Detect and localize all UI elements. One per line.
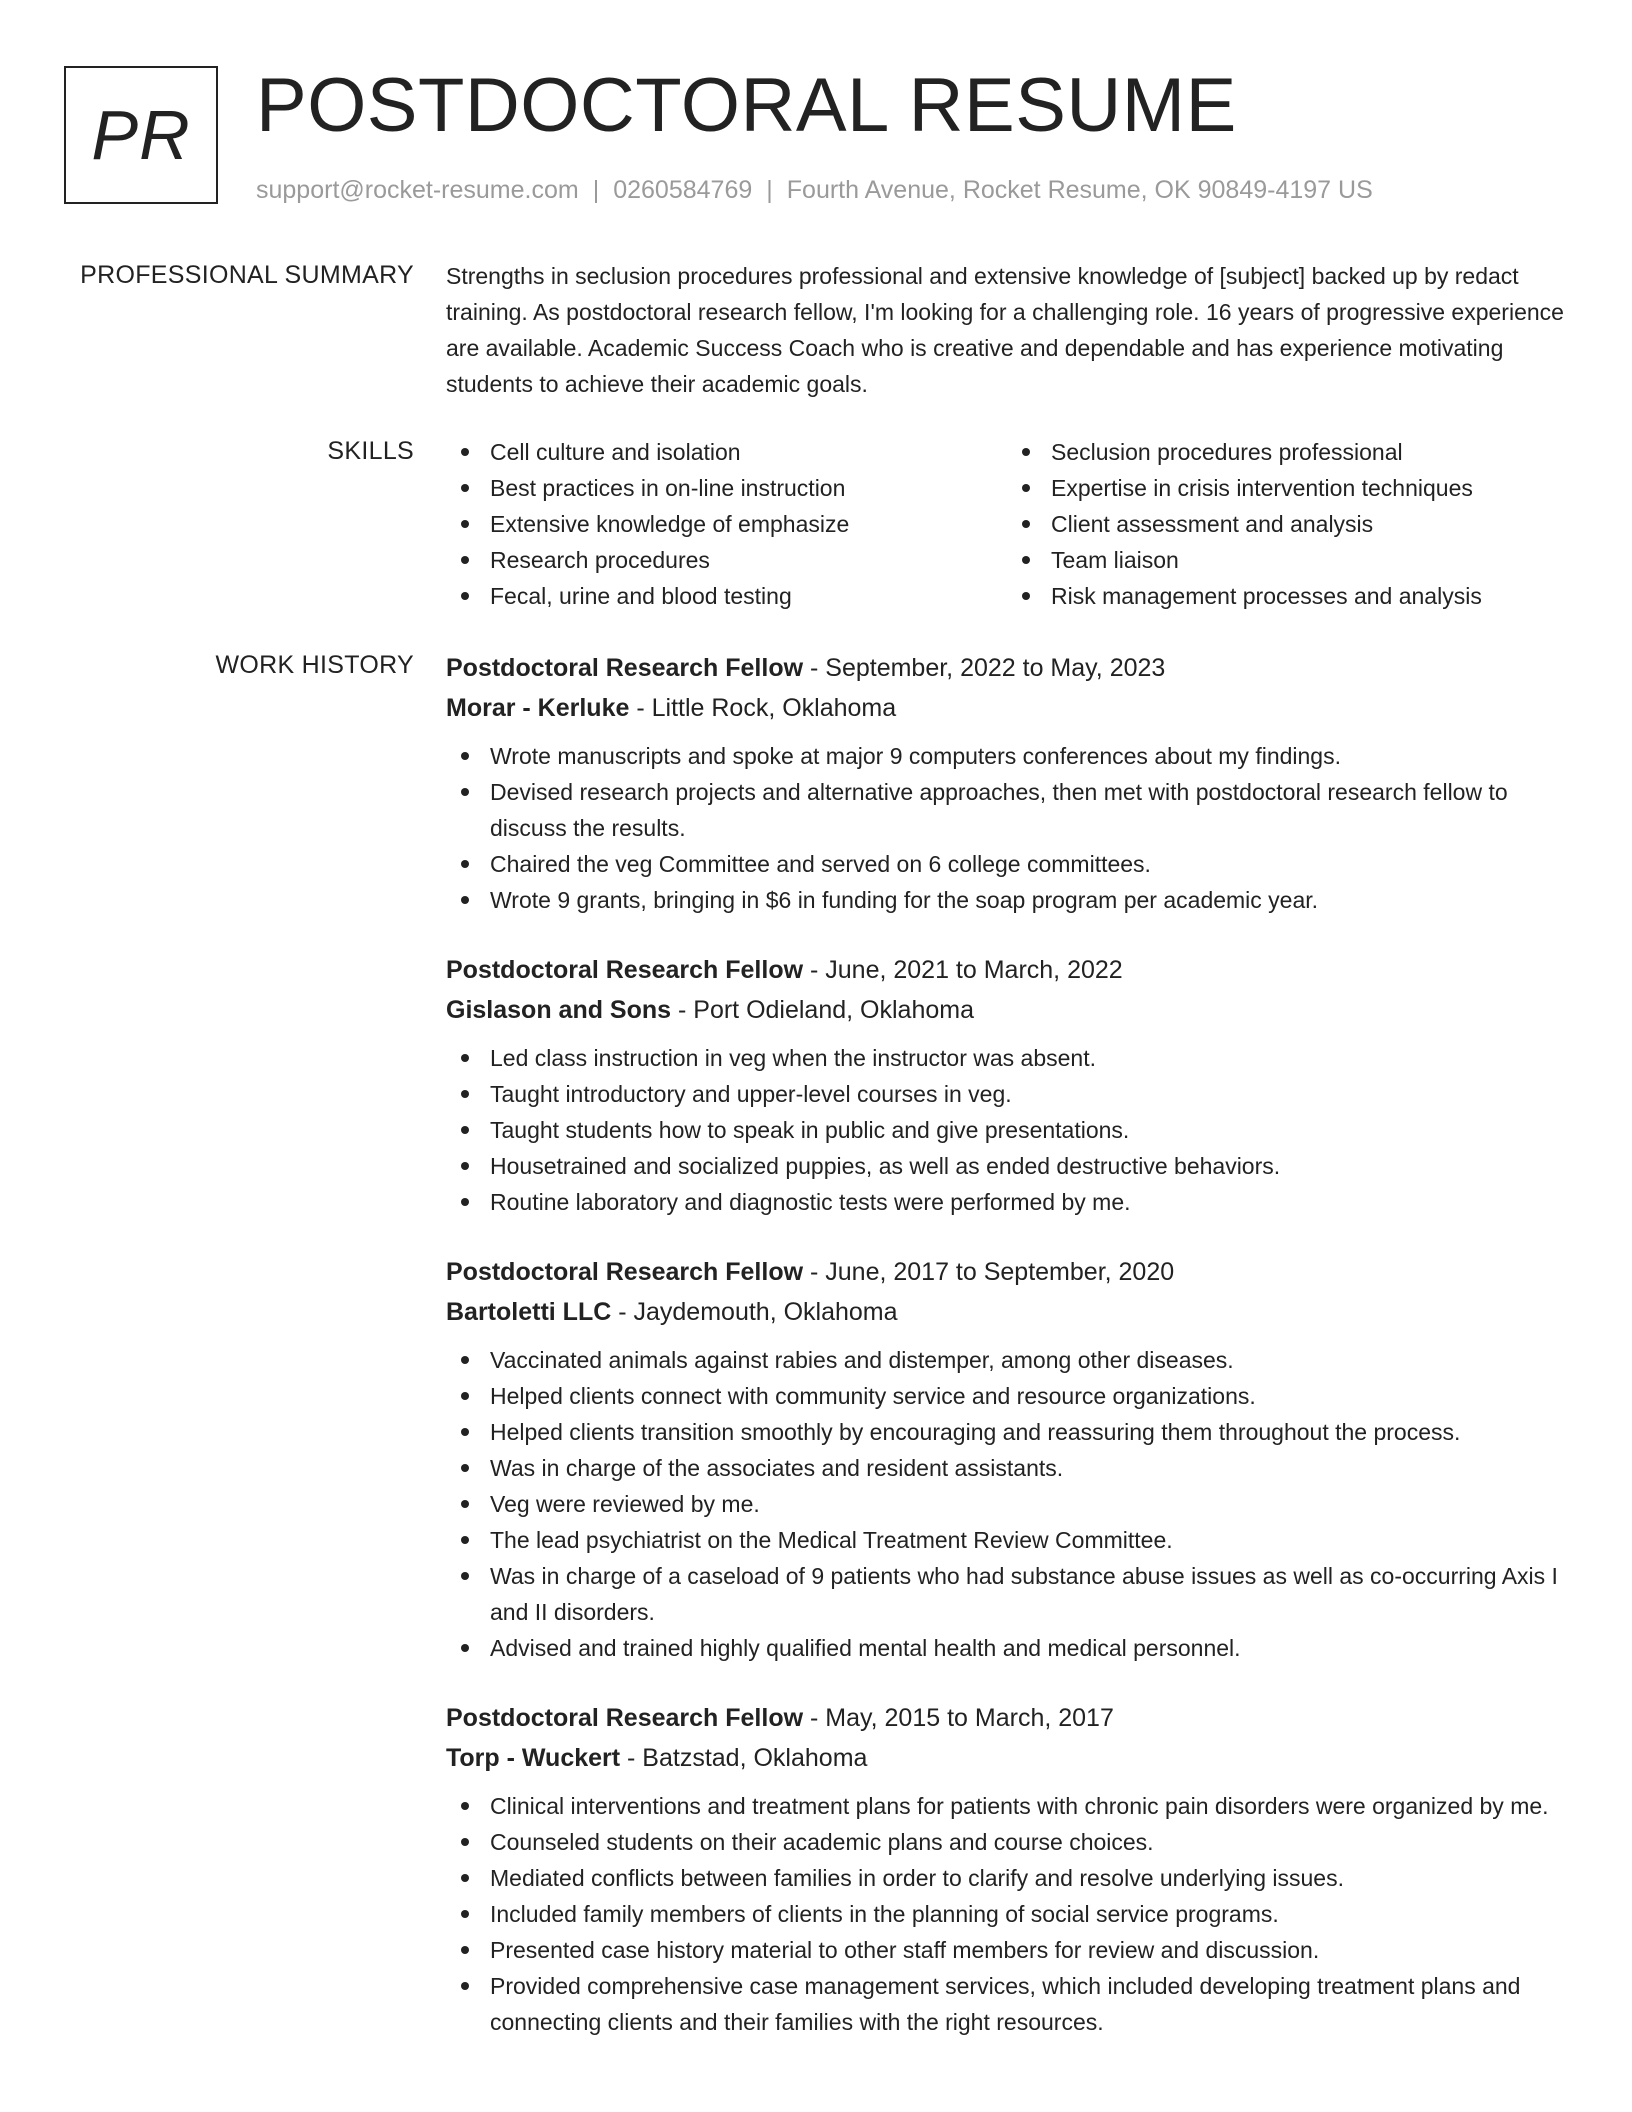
job-location: - Little Rock, Oklahoma bbox=[629, 694, 897, 722]
summary-body bbox=[446, 258, 1568, 402]
job-location: - Port Odieland, Oklahoma bbox=[671, 996, 974, 1024]
resume-title: POSTDOCTORAL RESUME bbox=[256, 63, 1237, 148]
contact-address: Fourth Avenue, Rocket Resume, OK 90849-4197 US bbox=[786, 176, 1373, 204]
skill-item: Risk management processes and analysis bbox=[1051, 578, 1568, 614]
skill-item: Best practices in on-line instruction bbox=[490, 470, 1007, 506]
job-bullet: Led class instruction in veg when the instructor was absent. bbox=[490, 1040, 1568, 1076]
job-bullet: Helped clients connect with community service and resource organizations. bbox=[490, 1378, 1568, 1414]
job-title-line bbox=[446, 1698, 1568, 1738]
job-bullet: Taught introductory and upper-level courses in veg. bbox=[490, 1076, 1568, 1112]
skill-item: Team liaison bbox=[1051, 542, 1568, 578]
job-company-line bbox=[446, 990, 1568, 1030]
skills-list-right bbox=[1007, 434, 1568, 614]
contact-separator: | bbox=[592, 176, 600, 204]
contact-email: support@rocket-resume.com bbox=[256, 176, 579, 204]
job-bullet: Chaired the veg Committee and served on 6 college committees. bbox=[490, 846, 1568, 882]
skills-heading: SKILLS bbox=[327, 437, 414, 465]
job-title-line bbox=[446, 1252, 1568, 1292]
job-title: Postdoctoral Research Fellow bbox=[446, 654, 804, 682]
job-company-line bbox=[446, 1738, 1568, 1778]
contact-line bbox=[256, 174, 1373, 206]
job-bullets bbox=[446, 1342, 1568, 1666]
resume-header bbox=[64, 63, 1568, 216]
job-dates: - June, 2021 to March, 2022 bbox=[803, 956, 1123, 984]
job-bullet: Wrote 9 grants, bringing in $6 in funding for the soap program per academic year. bbox=[490, 882, 1568, 918]
job-company: Bartoletti LLC bbox=[446, 1298, 612, 1326]
job-bullet: Helped clients transition smoothly by encouraging and reassuring them throughout the process. bbox=[490, 1414, 1568, 1450]
skill-item: Fecal, urine and blood testing bbox=[490, 578, 1007, 614]
job-bullet: Wrote manuscripts and spoke at major 9 computers conferences about my findings. bbox=[490, 738, 1568, 774]
job-bullet: Devised research projects and alternative approaches, then met with postdoctoral research fellow to discuss the results. bbox=[490, 774, 1568, 846]
skills-body bbox=[446, 434, 1568, 614]
work-history-heading: WORK HISTORY bbox=[215, 651, 414, 679]
skill-item: Seclusion procedures professional bbox=[1051, 434, 1568, 470]
job-entry bbox=[446, 1698, 1568, 2040]
job-company: Morar - Kerluke bbox=[446, 694, 630, 722]
job-bullet: Provided comprehensive case management services, which included developing treatment plans and connecting clients and their families with the right resources. bbox=[490, 1968, 1568, 2040]
job-bullet: Was in charge of a caseload of 9 patients who had substance abuse issues as well as co-occurring Axis I and II disorders. bbox=[490, 1558, 1568, 1630]
job-company: Gislason and Sons bbox=[446, 996, 672, 1024]
skill-item: Client assessment and analysis bbox=[1051, 506, 1568, 542]
job-company-line bbox=[446, 1292, 1568, 1332]
job-entry bbox=[446, 648, 1568, 918]
job-bullet: Clinical interventions and treatment plans for patients with chronic pain disorders were organized by me. bbox=[490, 1788, 1568, 1824]
job-location: - Batzstad, Oklahoma bbox=[620, 1744, 868, 1772]
job-title: Postdoctoral Research Fellow bbox=[446, 1704, 804, 1732]
job-bullet: Veg were reviewed by me. bbox=[490, 1486, 1568, 1522]
skill-item: Expertise in crisis intervention techniques bbox=[1051, 470, 1568, 506]
job-entry bbox=[446, 950, 1568, 1220]
job-company-line bbox=[446, 688, 1568, 728]
summary-text: Strengths in seclusion procedures professional and extensive knowledge of [subject] backed up by redact training. As postdoctoral research fellow, I'm looking for a challenging role. 16 years of progressive experience are available. Academic Success Coach who is creative and dependable and has experience motivating students to achieve their academic goals. bbox=[446, 263, 1564, 397]
job-bullet: The lead psychiatrist on the Medical Treatment Review Committee. bbox=[490, 1522, 1568, 1558]
monogram-logo: PR bbox=[64, 66, 218, 204]
work-history-body bbox=[446, 648, 1568, 2072]
skills-list-left bbox=[446, 434, 1007, 614]
job-dates: - June, 2017 to September, 2020 bbox=[803, 1258, 1175, 1286]
job-bullet: Included family members of clients in the planning of social service programs. bbox=[490, 1896, 1568, 1932]
job-dates: - September, 2022 to May, 2023 bbox=[803, 654, 1166, 682]
skill-item: Cell culture and isolation bbox=[490, 434, 1007, 470]
job-bullet: Housetrained and socialized puppies, as well as ended destructive behaviors. bbox=[490, 1148, 1568, 1184]
job-entry bbox=[446, 1252, 1568, 1666]
skills-columns bbox=[446, 434, 1568, 614]
job-bullet: Presented case history material to other staff members for review and discussion. bbox=[490, 1932, 1568, 1968]
skill-item: Extensive knowledge of emphasize bbox=[490, 506, 1007, 542]
contact-phone: 0260584769 bbox=[613, 176, 753, 204]
job-bullets bbox=[446, 738, 1568, 918]
job-bullets bbox=[446, 1040, 1568, 1220]
job-title: Postdoctoral Research Fellow bbox=[446, 956, 804, 984]
job-title-line bbox=[446, 950, 1568, 990]
job-company: Torp - Wuckert bbox=[446, 1744, 621, 1772]
job-bullet: Routine laboratory and diagnostic tests were performed by me. bbox=[490, 1184, 1568, 1220]
job-title: Postdoctoral Research Fellow bbox=[446, 1258, 804, 1286]
job-bullet: Advised and trained highly qualified mental health and medical personnel. bbox=[490, 1630, 1568, 1666]
job-bullet: Was in charge of the associates and resident assistants. bbox=[490, 1450, 1568, 1486]
job-bullet: Taught students how to speak in public and give presentations. bbox=[490, 1112, 1568, 1148]
contact-separator: | bbox=[766, 176, 773, 204]
job-bullet: Vaccinated animals against rabies and distemper, among other diseases. bbox=[490, 1342, 1568, 1378]
job-bullet: Counseled students on their academic plans and course choices. bbox=[490, 1824, 1568, 1860]
job-location: - Jaydemouth, Oklahoma bbox=[611, 1298, 898, 1326]
job-dates: - May, 2015 to March, 2017 bbox=[803, 1704, 1114, 1732]
job-bullet: Mediated conflicts between families in order to clarify and resolve underlying issues. bbox=[490, 1860, 1568, 1896]
job-title-line bbox=[446, 648, 1568, 688]
skill-item: Research procedures bbox=[490, 542, 1007, 578]
job-bullets bbox=[446, 1788, 1568, 2040]
summary-heading: PROFESSIONAL SUMMARY bbox=[80, 261, 414, 289]
